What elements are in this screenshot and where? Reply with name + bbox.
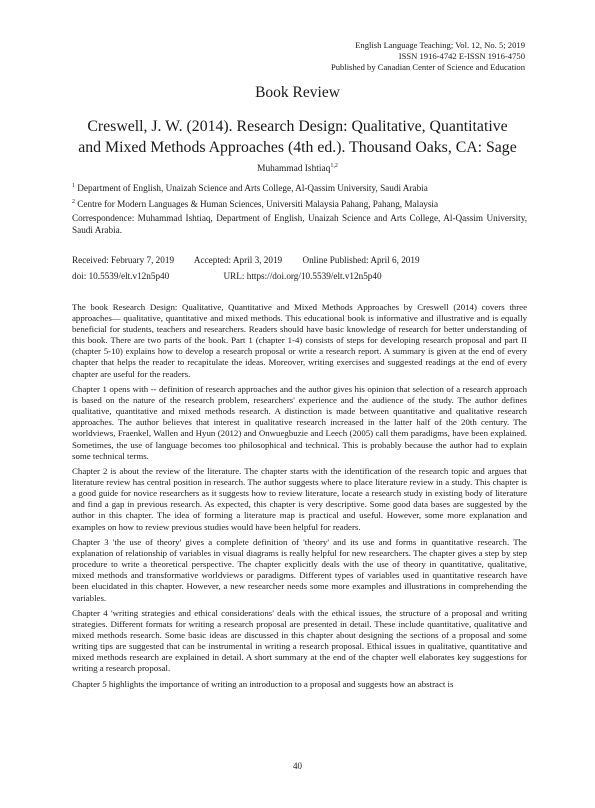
author-line	[0, 163, 595, 174]
published-date: Online Published: April 6, 2019	[302, 255, 420, 265]
publisher-line: Published by Canadian Center of Science and Education	[330, 62, 525, 72]
doi-url-link[interactable]: URL: https://doi.org/10.5539/elt.v12n5p40	[223, 271, 382, 281]
body-paragraph: Chapter 5 highlights the importance of writing an introduction to a proposal and suggests how an abstract is	[72, 678, 454, 689]
journal-header	[331, 40, 525, 73]
title-line-2: and Mixed Methods Approaches (4th ed.). Thousand Oaks, CA: Sage	[78, 139, 517, 156]
affiliation-text: Department of English, Unaizah Science and Arts College, Al-Qassim University, Saudi Arabia	[77, 183, 428, 194]
body-paragraph: Chapter 3 'the use of theory' gives a complete definition of 'theory' and its use and forms in quantitative research. The explanation of relationship of variables in visual diagrams is really helpful for new researchers. The chapter gives a step by step procedure to write a theoretical perspective. The chapter explicitly deals with the use of theory in quantitative, qualitative, mixed methods and transformative worldviews or paradigms. Different types of variables used in quantitative research have been elucidated in this chapter. However, a new researcher needs some more examples and illustrations in comprehending the variables.	[72, 537, 527, 603]
affiliation-1	[72, 180, 527, 194]
body-paragraph: Chapter 4 'writing strategies and ethical considerations' deals with the ethical issues, the structure of a proposal and writing strategies. Different formats for writing a research proposal are presented in detail. These include quantitative, qualitative and mixed methods research. Some basic ideas are discussed in this chapter about designing the sections of a proposal and some writing tips are suggested that can be instrumental in writing a research proposal. Ethical issues in qualitative, quantitative and mixed methods research are explained in detail. A short summary at the end of the chapter well elaborates key suggestions for writing a research proposal.	[72, 608, 527, 674]
article-type: Book Review	[255, 84, 340, 101]
correspondence: Correspondence: Muhammad Ishtiaq, Department of English, Unaizah Science and Arts College, Al-Qassim University, Saudi Arabia.	[72, 213, 527, 235]
author-affiliation-marks: 1,2	[330, 163, 338, 169]
received-date: Received: February 7, 2019	[72, 255, 175, 265]
doi: doi: 10.5539/elt.v12n5p40	[72, 271, 170, 281]
affiliation-mark: 1	[72, 183, 75, 189]
doi-line	[72, 271, 382, 281]
accepted-date: Accepted: April 3, 2019	[193, 255, 283, 265]
body-paragraph: Chapter 1 opens with -- definition of research approaches and the author gives his opinion that selection of a research approach is based on the nature of the research problem, researchers' experience and the audience of the study. The author defines qualitative, quantitative and mixed methods research. A distinction is made between quantitative and qualitative research approaches. The author believes that interest in qualitative research increased in the latter half of the 20th century. The worldviews, Fraenkel, Wallen and Hyun (2012) and Onwuegbuzie and Leech (2005) call them paradigms, have been explained. Sometimes, the use of language becomes too philosophical and technical. This is probably because the author had to explain some technical terms.	[72, 384, 527, 461]
title-line-1: Creswell, J. W. (2014). Research Design: Qualitative, Quantitative	[87, 118, 508, 135]
affiliation-2	[72, 196, 527, 210]
issn-line: ISSN 1916-4742 E-ISSN 1916-4750	[398, 51, 525, 61]
page-number: 40	[293, 761, 302, 771]
article-title	[60, 116, 535, 158]
article-dates	[72, 255, 438, 265]
body-paragraph: The book Research Design: Qualitative, Quantitative and Mixed Methods Approaches by Creswell (2014) covers three approaches— qualitative, quantitative and mixed methods. This educational book is informative and illustrative and is equally beneficial for students, teachers and researchers. Readers should have basic knowledge of research for better understanding of this book. There are two parts of the book. Part 1 (chapter 1-4) consists of steps for developing research proposal and part II (chapter 5-10) explains how to develop a research proposal or write a research report. A summary is given at the end of every chapter that helps the reader to recapitulate the ideas. Moreover, writing exercises and suggested readings at the end of every chapter are useful for the readers.	[72, 302, 527, 379]
journal-issue-line: English Language Teaching; Vol. 12, No. 5; 2019	[355, 40, 525, 50]
affiliation-mark: 2	[72, 199, 75, 205]
author-name: Muhammad Ishtiaq	[257, 164, 331, 175]
article-body	[72, 302, 527, 694]
body-paragraph: Chapter 2 is about the review of the literature. The chapter starts with the identification of the research topic and argues that literature review has central position in research. The author suggests where to place literature review in a study. This chapter is a good guide for novice researchers as it suggests how to review literature, locate a research study in existing body of literature and find a gap in previous research. As expected, this chapter is very descriptive. Some good data bases are suggested by the author in this chapter. The idea of forming a literature map is practical and useful. However, some more explanation and examples on how to review previous studies would have been helpful for readers.	[72, 466, 527, 532]
affiliation-text: Centre for Modern Languages & Human Sciences, Universiti Malaysia Pahang, Pahang, Malaysia	[77, 199, 439, 210]
